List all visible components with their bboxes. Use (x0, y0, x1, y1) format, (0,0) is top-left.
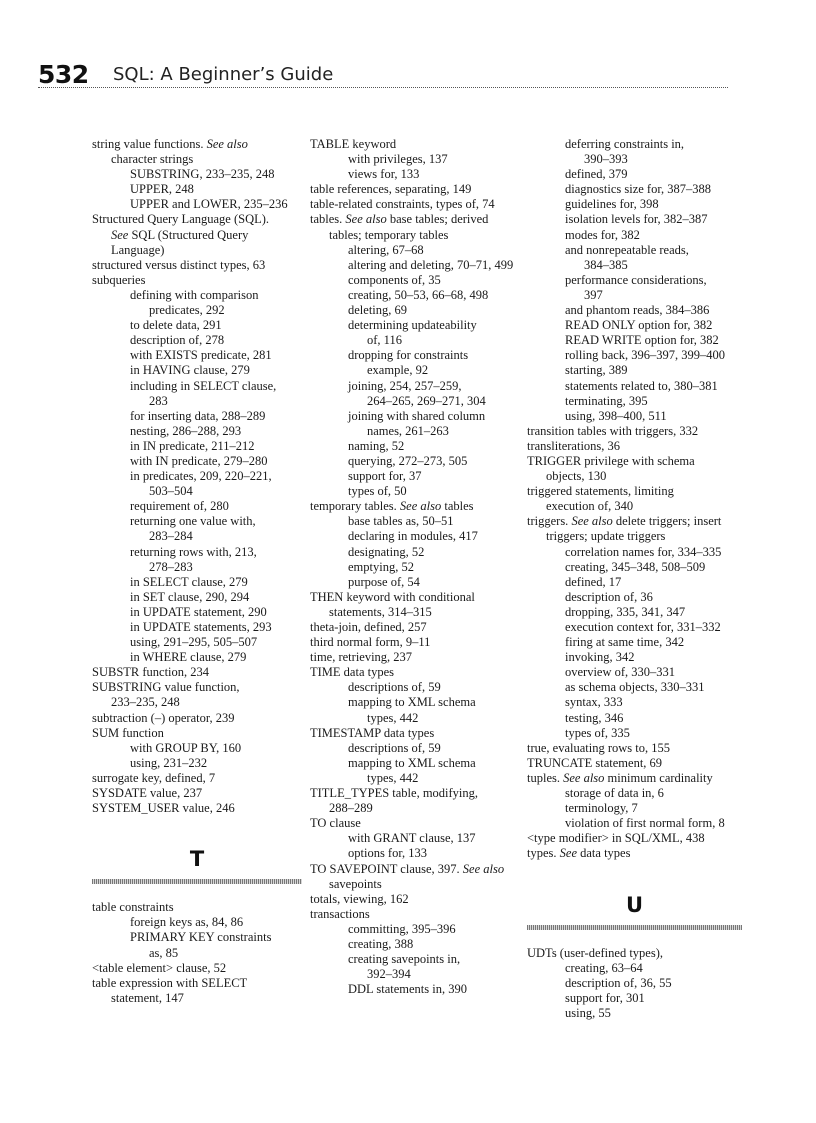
index-column-3 (527, 137, 742, 1021)
index-entry: subtraction (–) operator, 239 (92, 710, 235, 725)
index-entry: with GRANT clause, 137 (348, 831, 476, 846)
index-entry: descriptions of, 59 (348, 740, 441, 755)
index-entry: subqueries (92, 272, 146, 287)
index-entry: 264–265, 269–271, 304 (367, 393, 486, 408)
index-entry: tuples. See also minimum cardinality (527, 770, 713, 785)
index-entry: returning one value with, (130, 514, 256, 529)
index-entry: tables. See also base tables; derived (310, 212, 489, 227)
index-entry: Language) (111, 242, 165, 257)
section-divider-bar (527, 925, 742, 930)
index-entry: purpose of, 54 (348, 574, 420, 589)
index-entry: THEN keyword with conditional (310, 589, 475, 604)
book-title: SQL: A Beginner’s Guide (113, 64, 334, 85)
index-entry: statements related to, 380–381 (565, 378, 718, 393)
index-entry: including in SELECT clause, (130, 378, 277, 393)
index-entry: testing, 346 (565, 710, 624, 725)
index-entry: in WHERE clause, 279 (130, 650, 247, 665)
index-entry: READ WRITE option for, 382 (565, 333, 719, 348)
index-entry: as schema objects, 330–331 (565, 680, 705, 695)
header-dotted-rule (38, 87, 728, 88)
index-entry: <type modifier> in SQL/XML, 438 (527, 831, 705, 846)
index-entry: table constraints (92, 900, 174, 915)
index-entry: returning rows with, 213, (130, 544, 257, 559)
index-entry: character strings (111, 152, 194, 167)
section-letter-heading: U (625, 892, 644, 917)
index-entry: UPPER, 248 (130, 182, 194, 197)
index-entry: time, retrieving, 237 (310, 650, 413, 665)
index-entry: names, 261–263 (367, 423, 449, 438)
index-entry: description of, 36, 55 (565, 975, 672, 990)
index-entry: objects, 130 (546, 469, 607, 484)
index-entry: in SET clause, 290, 294 (130, 589, 250, 604)
index-entry: using, 55 (565, 1005, 611, 1020)
index-entry: declaring in modules, 417 (348, 529, 478, 544)
index-entry: 283 (149, 393, 168, 408)
index-entry: terminating, 395 (565, 393, 648, 408)
section-letter-block (92, 816, 302, 900)
running-header (38, 60, 798, 90)
index-entry: determining updateability (348, 318, 477, 333)
index-entry: TRUNCATE statement, 69 (527, 755, 663, 770)
index-entry: temporary tables. See also tables (310, 499, 474, 514)
index-entry: 503–504 (149, 484, 193, 499)
index-entry: transition tables with triggers, 332 (527, 423, 699, 438)
index-entry: views for, 133 (348, 167, 420, 182)
index-entry: 233–235, 248 (111, 695, 180, 710)
index-entry: deferring constraints in, (565, 137, 685, 151)
index-entry: firing at same time, 342 (565, 635, 685, 650)
index-entry: mapping to XML schema (348, 695, 476, 710)
index-entry: theta-join, defined, 257 (310, 620, 427, 634)
index-entry: defined, 17 (565, 574, 622, 589)
index-entry: totals, viewing, 162 (310, 891, 409, 906)
index-entry: syntax, 333 (565, 695, 623, 710)
index-entry: statement, 147 (111, 990, 184, 1005)
index-entry: transliterations, 36 (527, 438, 621, 453)
index-entry: dropping, 335, 341, 347 (565, 604, 686, 619)
index-entry: for inserting data, 288–289 (130, 408, 266, 423)
index-entry: UPPER and LOWER, 235–236 (130, 197, 288, 212)
index-entry: using, 291–295, 505–507 (130, 635, 258, 650)
page-number: 532 (38, 60, 89, 89)
index-entry: guidelines for, 398 (565, 197, 659, 212)
index-entry: DDL statements in, 390 (348, 982, 467, 997)
index-entry: committing, 395–396 (348, 921, 456, 936)
index-entry: creating, 388 (348, 936, 414, 951)
index-column-2 (310, 137, 525, 997)
index-entry: creating, 63–64 (565, 960, 643, 975)
index-entry: using, 398–400, 511 (565, 408, 667, 423)
index-entry: altering, 67–68 (348, 242, 424, 257)
index-entry: TABLE keyword (310, 137, 397, 151)
index-entry: 278–283 (149, 559, 193, 574)
index-entry: designating, 52 (348, 544, 425, 559)
index-entry: READ ONLY option for, 382 (565, 318, 713, 333)
index-entry: savepoints (329, 876, 382, 891)
index-entry: Structured Query Language (SQL). (92, 212, 270, 227)
index-entry: requirement of, 280 (130, 499, 229, 514)
section-letter-block (527, 862, 742, 946)
index-entry: starting, 389 (565, 363, 628, 378)
index-entry: SUBSTR function, 234 (92, 665, 210, 680)
index-entry: performance considerations, (565, 272, 707, 287)
index-entry: with GROUP BY, 160 (130, 740, 242, 755)
index-entry: joining with shared column (348, 408, 486, 423)
index-entry: 392–394 (367, 967, 411, 982)
index-entry: violation of first normal form, 8 (565, 816, 725, 831)
index-entry: nesting, 286–288, 293 (130, 423, 242, 438)
index-entry: and phantom reads, 384–386 (565, 303, 710, 318)
index-entry: types. See data types (527, 846, 631, 861)
index-entry: structured versus distinct types, 63 (92, 257, 266, 272)
index-entry: example, 92 (367, 363, 429, 378)
index-entry: SUBSTRING value function, (92, 680, 240, 695)
index-entry: types, 442 (367, 770, 419, 785)
index-entry: storage of data in, 6 (565, 786, 664, 801)
index-entry: in IN predicate, 211–212 (130, 438, 255, 453)
index-entry: 390–393 (584, 152, 628, 167)
index-entry: deleting, 69 (348, 303, 408, 318)
index-entry: naming, 52 (348, 438, 405, 453)
index-entry: defining with comparison (130, 287, 259, 302)
index-entry: predicates, 292 (149, 303, 225, 318)
index-entry: dropping for constraints (348, 348, 469, 363)
index-entry: with privileges, 137 (348, 152, 448, 167)
index-entry: base tables as, 50–51 (348, 514, 454, 529)
index-entry: and nonrepeatable reads, (565, 242, 689, 257)
index-entry: creating, 345–348, 508–509 (565, 559, 706, 574)
index-entry: types of, 335 (565, 725, 630, 740)
index-entry: UDTs (user-defined types), (527, 945, 663, 960)
index-entry: creating, 50–53, 66–68, 498 (348, 287, 489, 302)
index-entry: components of, 35 (348, 272, 441, 287)
index-entry: SYSDATE value, 237 (92, 786, 203, 801)
index-entry: foreign keys as, 84, 86 (130, 915, 244, 930)
index-entry: in HAVING clause, 279 (130, 363, 250, 378)
index-entry: diagnostics size for, 387–388 (565, 182, 712, 197)
index-entry: with IN predicate, 279–280 (130, 453, 268, 468)
index-entry: to delete data, 291 (130, 318, 222, 333)
index-entry: 384–385 (584, 257, 628, 272)
index-entry: in SELECT clause, 279 (130, 574, 248, 589)
index-entry: invoking, 342 (565, 650, 635, 665)
index-entry: types, 442 (367, 710, 419, 725)
index-entry: execution context for, 331–332 (565, 620, 721, 634)
index-entry: PRIMARY KEY constraints (130, 930, 272, 945)
index-entry: defined, 379 (565, 167, 628, 182)
index-entry: surrogate key, defined, 7 (92, 770, 216, 785)
index-entry: creating savepoints in, (348, 952, 461, 967)
section-letter-heading: T (189, 847, 205, 872)
index-entry: altering and deleting, 70–71, 499 (348, 257, 514, 272)
index-entry: terminology, 7 (565, 801, 638, 816)
index-entry: 283–284 (149, 529, 193, 544)
index-entry: See SQL (Structured Query (111, 227, 249, 242)
index-entry: using, 231–232 (130, 755, 208, 770)
index-entry: descriptions of, 59 (348, 680, 441, 695)
index-entry: mapping to XML schema (348, 755, 476, 770)
index-entry: overview of, 330–331 (565, 665, 676, 680)
index-entry: in UPDATE statements, 293 (130, 620, 272, 634)
index-entry: description of, 36 (565, 589, 653, 604)
index-entry: types of, 50 (348, 484, 407, 499)
index-entry: TIMESTAMP data types (310, 725, 435, 740)
index-entry: TO SAVEPOINT clause, 397. See also (310, 861, 505, 876)
index-entry: joining, 254, 257–259, (348, 378, 462, 393)
index-entry: triggered statements, limiting (527, 484, 674, 499)
index-entry: emptying, 52 (348, 559, 414, 574)
index-entry: in predicates, 209, 220–221, (130, 469, 272, 484)
index-column-1 (92, 137, 302, 1006)
index-entry: SUM function (92, 725, 164, 740)
index-entry: support for, 301 (565, 990, 645, 1005)
index-entry: true, evaluating rows to, 155 (527, 740, 671, 755)
index-entry: options for, 133 (348, 846, 428, 861)
index-entry: execution of, 340 (546, 499, 634, 514)
index-entry: TIME data types (310, 665, 395, 680)
index-entry: table references, separating, 149 (310, 182, 472, 197)
index-entry: of, 116 (367, 333, 402, 348)
index-entry: TO clause (310, 816, 361, 831)
index-entry: transactions (310, 906, 370, 921)
index-entry: correlation names for, 334–335 (565, 544, 722, 559)
index-entry: statements, 314–315 (329, 604, 432, 619)
index-entry: triggers; update triggers (546, 529, 666, 544)
index-entry: table-related constraints, types of, 74 (310, 197, 495, 212)
index-entry: isolation levels for, 382–387 (565, 212, 708, 227)
index-entry: querying, 272–273, 505 (348, 453, 468, 468)
index-entry: string value functions. See also (92, 137, 248, 151)
index-entry: rolling back, 396–397, 399–400 (565, 348, 726, 363)
index-entry: TRIGGER privilege with schema (527, 453, 695, 468)
index-entry: third normal form, 9–11 (310, 635, 431, 650)
index-entry: table expression with SELECT (92, 975, 248, 990)
index-entry: triggers. See also delete triggers; insert (527, 514, 722, 529)
index-entry: TITLE_TYPES table, modifying, (310, 786, 479, 801)
index-entry: with EXISTS predicate, 281 (130, 348, 272, 363)
section-divider-bar (92, 879, 302, 884)
index-entry: SYSTEM_USER value, 246 (92, 801, 235, 816)
index-entry: as, 85 (149, 945, 179, 960)
index-entry: support for, 37 (348, 469, 422, 484)
index-entry: SUBSTRING, 233–235, 248 (130, 167, 275, 182)
index-entry: tables; temporary tables (329, 227, 449, 242)
index-entry: description of, 278 (130, 333, 225, 348)
index-entry: 288–289 (329, 801, 373, 816)
index-entry: in UPDATE statement, 290 (130, 604, 267, 619)
index-entry: <table element> clause, 52 (92, 960, 227, 975)
index-entry: 397 (584, 287, 603, 302)
index-entry: modes for, 382 (565, 227, 640, 242)
